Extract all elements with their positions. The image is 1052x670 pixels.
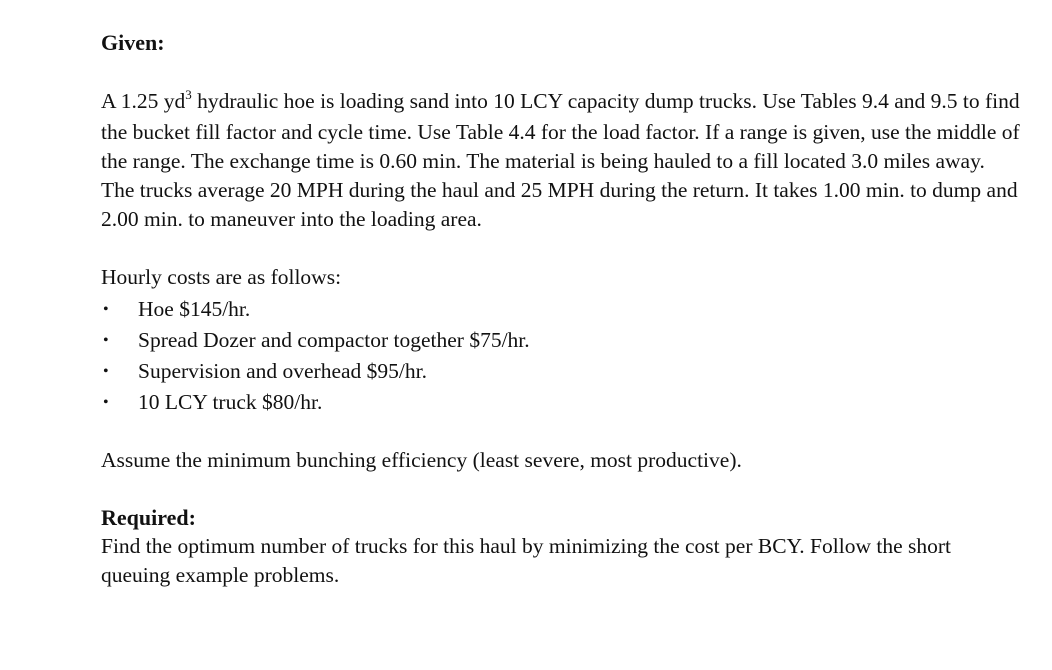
- given-heading: Given:: [101, 30, 165, 55]
- given-text-rest: hydraulic hoe is loading sand into 10 LCY capacity dump trucks. Use Tables 9.4 and 9.5 to find the bucket fill factor and cycle time. Use Table 4.4 for the load factor. If a range is given, use the middle of the range. The exchange time is 0.60 min. The material is being hauled to a fill located 3.0 miles away. The trucks average 20 MPH during the haul and 25 MPH during the return. It takes 1.00 min. to dump and 2.00 min. to maneuver into the loading area.: [101, 89, 1020, 231]
- required-heading: Required:: [101, 505, 196, 530]
- list-item: [101, 294, 1021, 325]
- cost-item-text: 10 LCY truck $80/hr.: [138, 390, 323, 414]
- bullet-icon: •: [103, 363, 109, 380]
- given-text-start: A 1.25 yd: [101, 89, 186, 113]
- bullet-icon: •: [103, 332, 109, 349]
- cubic-superscript: 3: [185, 87, 192, 102]
- required-section: [101, 503, 1021, 590]
- hourly-costs-intro: Hourly costs are as follows:: [101, 265, 342, 289]
- hourly-costs-section: [101, 263, 1021, 418]
- cost-item-text: Supervision and overhead $95/hr.: [138, 359, 428, 383]
- cost-item-text: Spread Dozer and compactor together $75/hr.: [138, 328, 530, 352]
- required-paragraph: Find the optimum number of trucks for this haul by minimizing the cost per BCY. Follow the short queuing example problems.: [101, 534, 951, 587]
- bullet-icon: •: [103, 394, 109, 411]
- list-item: [101, 325, 1021, 356]
- document-content: [101, 28, 1021, 590]
- list-item: [101, 387, 1021, 418]
- given-paragraph: [101, 87, 1021, 234]
- cost-item-text: Hoe $145/hr.: [138, 297, 251, 321]
- bullet-icon: •: [103, 301, 109, 318]
- assumption-paragraph: Assume the minimum bunching efficiency (least severe, most productive).: [101, 448, 742, 472]
- hourly-costs-list: [101, 294, 1021, 418]
- list-item: [101, 356, 1021, 387]
